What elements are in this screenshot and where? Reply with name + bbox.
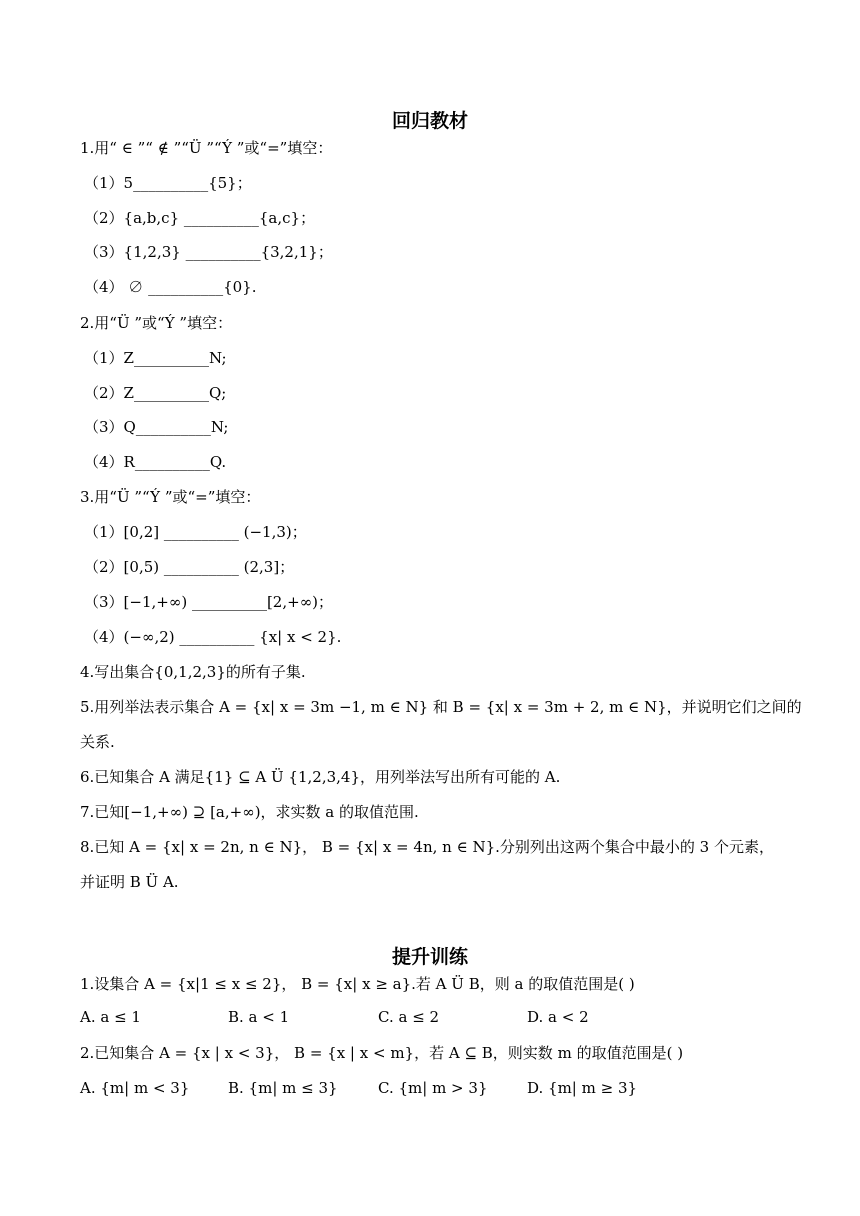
q3-item-1: （1）[0,2] __________ (−1,3)； [84,523,307,541]
p1-option-c: C. a ≤ 2 [378,1008,440,1026]
q7-text: 7.已知[−1,+∞) ⊇ [a,+∞)，求实数 a 的取值范围. [80,803,419,821]
q3-item-2: （2）[0,5) __________ (2,3]； [84,558,295,576]
q2-item-1: （1）Z__________N; [84,349,227,367]
p2-stem: 2.已知集合 A = {x | x < 3}， B = {x | x < m}，若 A ⊆ B，则实数 m 的取值范围是( ) [80,1044,684,1062]
q5-text-line2: 关系. [80,733,115,751]
q4-text: 4.写出集合{0,1,2,3}的所有子集. [80,663,306,681]
p2-option-a: A. {m| m < 3} [80,1079,190,1097]
q3-stem: 3.用“Ü ”“Ý ”或“=”填空： [80,488,261,506]
p1-option-d: D. a < 2 [527,1008,589,1026]
p2-option-c: C. {m| m > 3} [378,1079,488,1097]
q3-item-4: （4）(−∞,2) __________ {x| x < 2}. [84,628,342,646]
q8-text-line2: 并证明 B Ü A. [80,873,179,891]
q5-text-line1: 5.用列举法表示集合 A = {x| x = 3m −1, m ∈ N} 和 B = {x| x = 3m + 2, m ∈ N}，并说明它们之间的 [80,698,802,716]
p1-stem: 1.设集合 A = {x|1 ≤ x ≤ 2}， B = {x| x ≥ a}.若 A Ü B，则 a 的取值范围是( ) [80,975,635,993]
q1-item-1: （1）5__________{5}； [84,174,252,192]
q3-item-3: （3）[−1,+∞) __________[2,+∞)； [84,593,334,611]
q1-stem: 1.用“ ∈ ”“ ∉ ”“Ü ”“Ý ”或“=”填空： [80,139,333,157]
q2-stem: 2.用“Ü ”或“Ý ”填空： [80,314,233,332]
section-title-training: 提升训练 [391,946,468,968]
p2-option-b: B. {m| m ≤ 3} [228,1079,338,1097]
q2-item-3: （3）Q__________N; [84,418,229,436]
q8-text-line1: 8.已知 A = {x| x = 2n, n ∈ N}， B = {x| x = 4n, n ∈ N}.分别列出这两个集合中最小的 3 个元素， [80,838,774,856]
q2-item-2: （2）Z__________Q; [84,384,227,402]
p1-option-b: B. a < 1 [228,1008,290,1026]
section-title-textbook: 回归教材 [391,110,468,132]
q6-text: 6.已知集合 A 满足{1} ⊆ A Ü {1,2,3,4}，用列举法写出所有可能的 A. [80,768,561,786]
p1-option-a: A. a ≤ 1 [80,1008,141,1026]
q2-item-4: （4）R__________Q. [84,453,227,471]
q1-item-4: （4） ∅ __________{0}. [84,278,257,296]
q1-item-2: （2）{a,b,c} __________{a,c}； [84,209,316,227]
q1-item-3: （3）{1,2,3} __________{3,2,1}； [84,243,333,261]
p2-option-d: D. {m| m ≥ 3} [527,1079,638,1097]
